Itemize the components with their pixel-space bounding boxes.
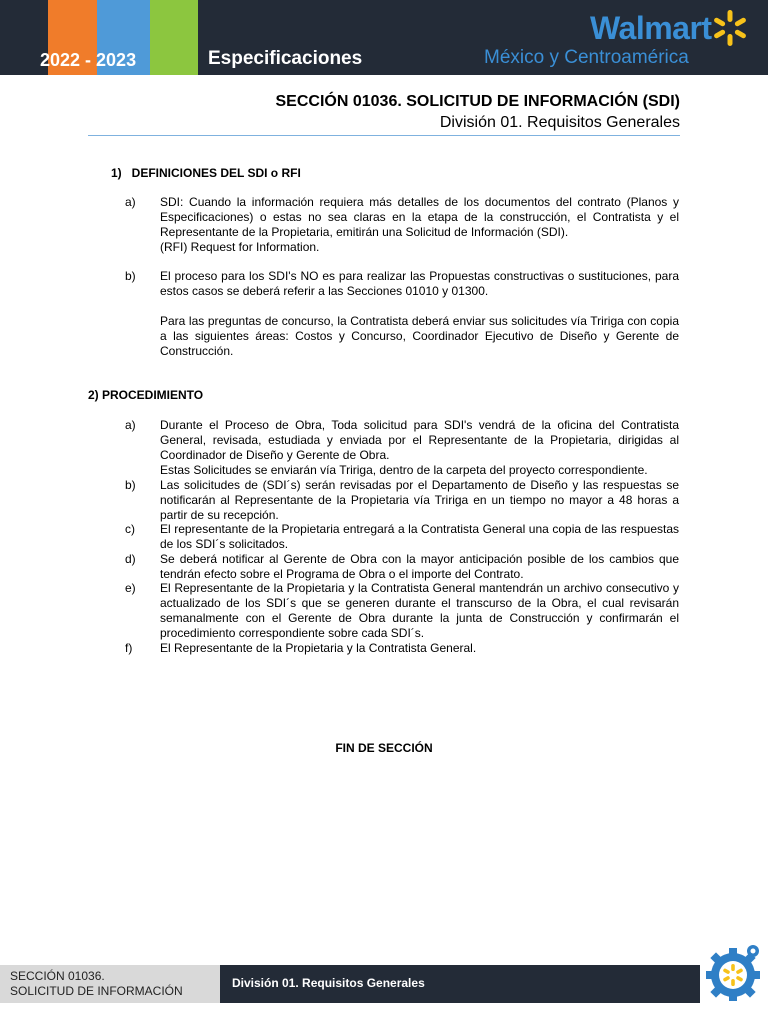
walmart-logo-text: Walmart [590, 10, 712, 46]
section-title: SECCIÓN 01036. SOLICITUD DE INFORMACIÓN (SDI) [275, 93, 680, 110]
section-subtitle: División 01. Requisitos Generales [439, 114, 680, 131]
procedure-d-text: Se deberá notificar al Gerente de Obra con la mayor anticipación posible de los cambios que tendrán efecto sobre el Programa de Obra o el importe del Contrato. [160, 552, 679, 581]
end-of-section: FIN DE SECCIÓN [335, 741, 433, 755]
procedure-a-paragraph: Durante el Proceso de Obra, Toda solicitud para SDI's vendrá de la oficina del Contratista General, revisada, estudiada y enviada por el Representante de la Propietaria, dirigidas al Coordinador de Diseño y Gerente de Obra. [160, 418, 679, 462]
definition-b-text: El proceso para los SDI's NO es para realizar las Propuestas constructivas o sustituciones, para estos casos se deberá referir a las Secciones 01010 y 01300. [160, 269, 679, 298]
footer-section-line1: SECCIÓN 01036. [10, 969, 105, 983]
header-title: Especificaciones [208, 48, 363, 69]
title-divider [88, 135, 680, 136]
green-color-block [150, 0, 198, 75]
years-label: 2022 - 2023 [40, 50, 137, 70]
procedure-e-text: El Representante de la Propietaria y la Contratista General mantendrán un archivo consecutivo y actualizado de los SDI´s que se generen durante el transcurso de la Obra, el cual revisarán semanalmente con el Gerente de Obra durante la junta de Construcción y confirmarán el procedimiento correspondiente sobre cada SDI´s. [160, 581, 679, 640]
definition-a-paragraph: SDI: Cuando la información requiera más detalles de los documentos del contrato (Planos y Especificaciones) o estas no sea claras en la etapa de la construcción, el Contratista y el Representante de la Propietaria, emitirán una Solicitud de Información (SDI). [160, 195, 679, 239]
walmart-region-text: México y Centroamérica [484, 47, 689, 68]
definition-a-rfi: (RFI) Request for Information. [160, 240, 320, 254]
definition-a-label: a) [125, 195, 136, 209]
footer-section-line2: SOLICITUD DE INFORMACIÓN [10, 984, 183, 998]
definition-b-contest: Para las preguntas de concurso, la Contratista deberá enviar sus solicitudes vía Tririga con copia a las siguientes áreas: Costos y Concurso, Coordinador Ejecutivo de Diseño y Gerente de Construcción. [160, 314, 679, 358]
procedure-b-label: b) [125, 478, 136, 492]
definitions-heading: 1) DEFINICIONES DEL SDI o RFI [111, 166, 301, 180]
page-header [0, 0, 768, 75]
footer-division: División 01. Requisitos Generales [232, 976, 425, 990]
procedure-b-text: Las solicitudes de (SDI´s) serán revisadas por el Departamento de Diseño y las respuestas se notificarán al Representante de la Propietaria vía Tririga en un tiempo no mayor a 48 horas a partir de su recepción. [160, 478, 679, 522]
definition-a-text [160, 195, 679, 255]
procedure-e-label: e) [125, 581, 136, 595]
gear-logo-icon [703, 942, 763, 1002]
procedure-a-text [160, 418, 679, 478]
procedure-d-label: d) [125, 552, 136, 566]
procedure-a-paragraph-2: Estas Solicitudes se enviarán vía Tririga, dentro de la carpeta del proyecto correspondiente. [160, 463, 648, 477]
footer-section-box [0, 965, 220, 1003]
walmart-spark-icon [710, 8, 750, 48]
definition-b-label: b) [125, 269, 136, 283]
procedure-heading: 2) PROCEDIMIENTO [88, 388, 204, 402]
procedure-f-text: El Representante de la Propietaria y la Contratista General. [160, 641, 477, 655]
procedure-c-text: El representante de la Propietaria entregará a la Contratista General una copia de las respuestas de los SDI´s solicitados. [160, 522, 679, 551]
procedure-f-label: f) [125, 641, 133, 655]
procedure-c-label: c) [125, 522, 135, 536]
procedure-a-label: a) [125, 418, 136, 432]
